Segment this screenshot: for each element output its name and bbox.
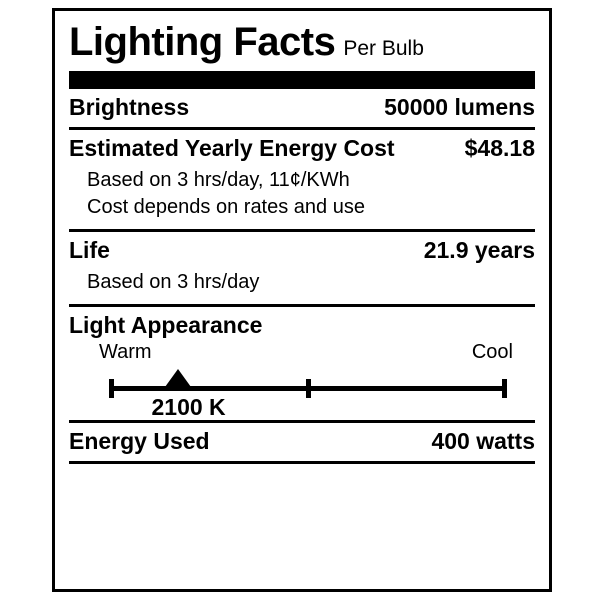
- label-bottom-space: [69, 464, 535, 524]
- brightness-label: Brightness: [69, 94, 190, 120]
- scale-tick-right: [502, 379, 507, 398]
- lighting-facts-label: [52, 8, 552, 592]
- light-appearance-label: Light Appearance: [69, 312, 263, 338]
- life-note-1: Based on 3 hrs/day: [87, 271, 260, 293]
- brightness-row: [69, 89, 535, 127]
- kelvin-value: 2100 K: [151, 394, 226, 420]
- light-appearance-section: [69, 307, 535, 420]
- energy-cost-label: Estimated Yearly Energy Cost: [69, 135, 395, 161]
- life-value: 21.9 years: [423, 237, 535, 263]
- life-section: [69, 232, 535, 304]
- energy-cost-note-2: Cost depends on rates and use: [87, 196, 365, 218]
- energy-used-value: 400 watts: [431, 428, 535, 454]
- energy-cost-note-1: Based on 3 hrs/day, 11¢/KWh: [87, 169, 350, 191]
- appearance-scale: [109, 366, 507, 420]
- appearance-scale-words: [69, 341, 535, 366]
- energy-used-row: [69, 423, 535, 461]
- energy-used-label: Energy Used: [69, 428, 210, 454]
- energy-cost-row: [69, 130, 535, 168]
- scale-cool-label: Cool: [471, 341, 513, 363]
- scale-marker-triangle-icon: [165, 369, 191, 387]
- label-title-main: Lighting Facts: [69, 20, 336, 64]
- label-title: [69, 11, 535, 65]
- label-title-sub: Per Bulb: [343, 37, 424, 60]
- title-divider-bar: [69, 71, 535, 89]
- life-label: Life: [69, 237, 110, 263]
- scale-warm-label: Warm: [99, 341, 152, 363]
- energy-cost-section: [69, 130, 535, 229]
- scale-tick-middle: [306, 379, 311, 398]
- brightness-value: 50000 lumens: [384, 94, 535, 120]
- life-row: [69, 232, 535, 270]
- energy-cost-value: $48.18: [464, 135, 535, 161]
